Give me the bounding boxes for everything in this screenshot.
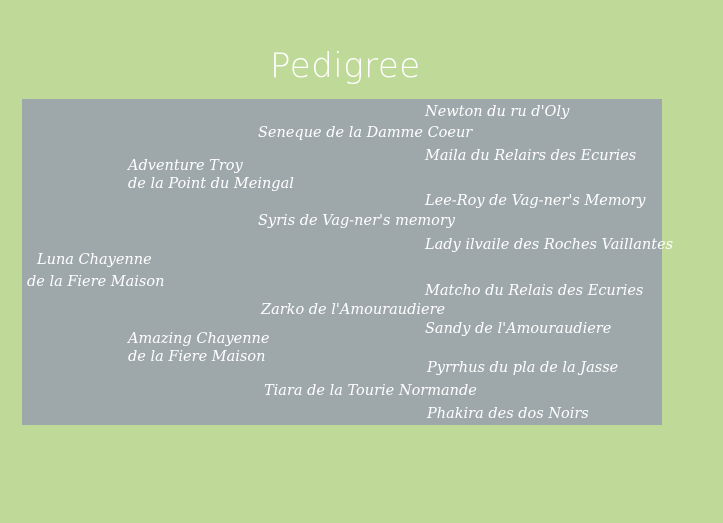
- parent-dam-kennel: de la Fiere Maison: [128, 349, 266, 365]
- great-grandparent-6: Sandy de l'Amouraudiere: [425, 321, 612, 337]
- great-grandparent-1: Newton du ru d'Oly: [425, 104, 570, 120]
- parent-sire-kennel: de la Point du Meingal: [128, 176, 294, 192]
- grandparent-sire-sire: Seneque de la Damme Coeur: [258, 125, 473, 141]
- grandparent-dam-sire: Zarko de l'Amouraudiere: [261, 302, 446, 318]
- page-title: Pedigree: [270, 46, 421, 86]
- great-grandparent-2: Maila du Relairs des Ecuries: [425, 148, 637, 164]
- grandparent-dam-dam: Tiara de la Tourie Normande: [264, 383, 477, 399]
- great-grandparent-4: Lady ilvaile des Roches Vaillantes: [425, 237, 674, 253]
- subject-kennel: de la Fiere Maison: [27, 274, 165, 290]
- parent-dam-name: Amazing Chayenne: [128, 331, 270, 347]
- grandparent-sire-dam: Syris de Vag-ner's memory: [258, 213, 456, 229]
- subject-name: Luna Chayenne: [37, 252, 152, 268]
- great-grandparent-5: Matcho du Relais des Ecuries: [425, 283, 644, 299]
- great-grandparent-3: Lee-Roy de Vag-ner's Memory: [425, 193, 646, 209]
- subject: [27, 251, 164, 291]
- great-grandparent-8: Phakira des dos Noirs: [427, 406, 589, 422]
- parent-dam: [128, 330, 269, 366]
- parent-sire-name: Adventure Troy: [128, 158, 243, 174]
- great-grandparent-7: Pyrrhus du pla de la Jasse: [427, 360, 619, 376]
- parent-sire: [128, 157, 294, 193]
